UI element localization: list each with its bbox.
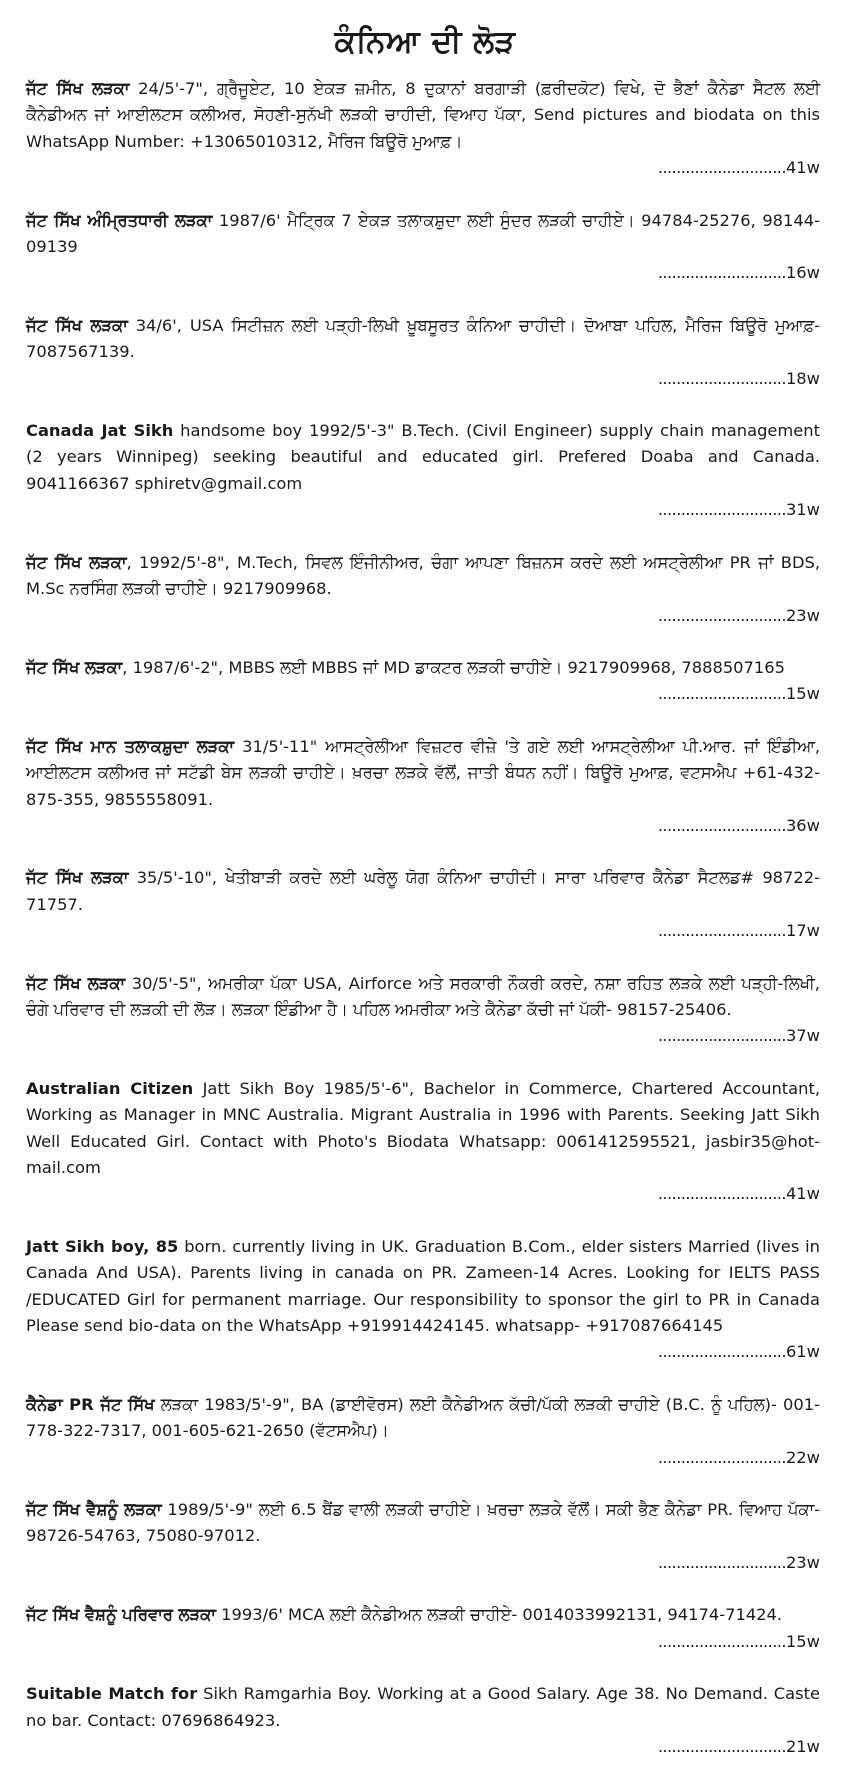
ad-footer — [26, 155, 820, 181]
ad-footer — [26, 260, 820, 286]
ad-word-code: 37w — [785, 1026, 820, 1046]
ad-word-code: 61w — [785, 1342, 820, 1362]
ad-lead: ਕੈਨੇਡਾ PR ਜੱਟ ਸਿੱਖ — [26, 1394, 155, 1414]
ad-lead: ਜੱਟ ਸਿੱਖ ਲੜਕਾ — [26, 868, 129, 888]
ad-word-code: 21w — [785, 1736, 820, 1756]
ad-footer — [26, 1629, 820, 1655]
classified-ad — [26, 313, 820, 392]
ad-footer — [26, 1339, 820, 1365]
ad-dots: ............................ — [657, 1026, 786, 1046]
ad-footer — [26, 603, 820, 629]
ad-footer — [26, 1550, 820, 1576]
ad-lead: ਜੱਟ ਸਿੱਖ ਵੈਸ਼ਨੂੰ ਲੜਕਾ — [26, 1500, 162, 1520]
ad-body: 1989/5'-9" ਲਈ 6.5 ਬੈਂਡ ਵਾਲੀ ਲੜਕੀ ਚਾਹੀਏ। ਖ਼ਰਚਾ ਲੜਕੇ ਵੱਲੋਂ। ਸਕੀ ਭੈਣ ਕੈਨੇਡਾ PR. ਵਿਆਹ ਪੱਕਾ- 98726-54763, 75080-97012. — [26, 1500, 821, 1546]
ad-footer — [26, 1023, 820, 1049]
page-title: ਕੰਨਿਆ ਦੀ ਲੋੜ — [334, 24, 516, 60]
ad-dots: ............................ — [657, 1631, 786, 1651]
ad-word-code: 15w — [785, 1631, 820, 1651]
ad-body: 30/5'-5", ਅਮਰੀਕਾ ਪੱਕਾ USA, Airforce ਅਤੇ ਸਰਕਾਰੀ ਨੌਕਰੀ ਕਰਦੇ, ਨਸ਼ਾ ਰਹਿਤ ਲੜਕੇ ਲਈ ਪੜ੍ਹੀ-ਲਿਖੀ, ਚੰਗੇ ਪਰਿਵਾਰ ਦੀ ਲੜਕੀ ਦੀ ਲੋੜ। ਲੜਕਾ ਇੰਡੀਆ ਹੈ। ਪਹਿਲ ਅਮਰੀਕਾ ਅਤੇ ਕੈਨੇਡਾ ਕੱਚੀ ਜਾਂ ਪੱਕੀ- 98157-25406. — [26, 973, 820, 1019]
ad-dots: ............................ — [657, 815, 786, 835]
ad-footer — [26, 1181, 820, 1207]
ad-dots: ............................ — [657, 158, 786, 178]
ad-dots: ............................ — [657, 605, 786, 625]
ad-dots: ............................ — [657, 500, 786, 520]
ad-word-code: 41w — [785, 1184, 820, 1204]
ad-footer — [26, 366, 820, 392]
classified-ad — [26, 655, 820, 708]
ad-body: ਲੜਕਾ 1983/5'-9", BA (ਡਾਈਵੋਰਸ) ਲਈ ਕੈਨੇਡੀਅਨ ਕੱਚੀ/ਪੱਕੀ ਲੜਕੀ ਚਾਹੀਏ (B.C. ਨੂੰ ਪਹਿਲ)- 001-778-322-7317, 001-605-621-2650 (ਵੱਟਸਐਪ)। — [26, 1394, 820, 1441]
ad-footer — [26, 1734, 820, 1760]
ad-lead: ਜੱਟ ਸਿੱਖ ਲੜਕਾ — [26, 657, 123, 677]
ad-lead: Canada Jat Sikh — [26, 421, 174, 441]
classified-ad — [26, 418, 820, 524]
classified-ad — [26, 1681, 820, 1760]
classified-ad — [26, 208, 820, 287]
ad-footer — [26, 813, 820, 839]
ad-body: , 1992/5'-8", M.Tech, ਸਿਵਲ ਇੰਜੀਨੀਅਰ, ਚੰਗਾ ਆਪਣਾ ਬਿਜ਼ਨਸ ਕਰਦੇ ਲਈ ਅਸਟ੍ਰੇਲੀਆ PR ਜਾਂ BDS, M.Sc ਨਰਸਿੰਗ ਲੜਕੀ ਚਾਹੀਏ। 9217909968. — [26, 552, 820, 599]
ad-word-code: 22w — [785, 1447, 820, 1467]
ad-body: 31/5'-11" ਆਸਟ੍ਰੇਲੀਆ ਵਿਜ਼ਟਰ ਵੀਜ਼ੇ 'ਤੇ ਗਏ ਲਈ ਆਸਟ੍ਰੇਲੀਆ ਪੀ.ਆਰ. ਜਾਂ ਇੰਡੀਆ, ਆਈਲਟਸ ਕਲੀਅਰ ਜਾਂ ਸਟੱਡੀ ਬੇਸ ਲੜਕੀ ਚਾਹੀਏ। ਖ਼ਰਚਾ ਲੜਕੇ ਵੱਲੋਂ, ਜਾਤੀ ਬੰਧਨ ਨਹੀਂ। ਬਿਊਰੋ ਮੁਆਫ਼, ਵਟਸਐਪ +61-432-875-355, 9855558091. — [26, 736, 820, 809]
ad-word-code: 23w — [785, 1552, 820, 1572]
ad-word-code: 23w — [785, 605, 820, 625]
ad-lead: Australian Citizen — [26, 1078, 194, 1098]
ad-word-code: 41w — [785, 158, 820, 178]
ad-body: Jatt Sikh Boy 1985/5'-6", Bachelor in Commerce, Chartered Accountant, Working as Manager in MNC Australia. Migrant Australia in 1996 with Parents. Seeking Jatt Sikh Well Educated Girl. Contact with Photo's Biodata Whatsapp: 0061412595521, jasbir35@hot-mail.com — [26, 1078, 820, 1177]
ad-dots: ............................ — [657, 684, 786, 704]
ad-dots: ............................ — [657, 368, 786, 388]
classified-ad — [26, 971, 820, 1050]
classified-ad — [26, 1602, 820, 1655]
ad-word-code: 16w — [785, 263, 820, 283]
ad-dots: ............................ — [657, 1342, 786, 1362]
classified-ad — [26, 734, 820, 840]
ad-lead: Jatt Sikh boy, 85 — [26, 1236, 179, 1256]
ad-footer — [26, 681, 820, 707]
classified-ad — [26, 76, 820, 182]
ad-lead: ਜੱਟ ਸਿੱਖ ਲੜਕਾ — [26, 552, 127, 572]
ad-body: 24/5'-7", ਗ੍ਰੈਜੂਏਟ, 10 ਏਕੜ ਜ਼ਮੀਨ, 8 ਦੁਕਾਨਾਂ ਬਰਗਾੜੀ (ਫ਼ਰੀਦਕੋਟ) ਵਿਖੇ, ਦੋ ਭੈਣਾਂ ਕੈਨੇਡਾ ਸੈਟਲ ਲਈ ਕੈਨੇਡੀਅਨ ਜਾਂ ਆਈਲਟਸ ਕਲੀਅਰ, ਸੋਹਣੀ-ਸੁਨੱਖੀ ਲੜਕੀ ਚਾਹੀਦੀ, ਵਿਆਹ ਪੱਕਾ, Send pictures and biodata on this WhatsApp Number: +13065010312, ਮੈਰਿਜ ਬਿਊਰੋ ਮੁਆਫ਼। — [26, 79, 820, 151]
ad-body: 1993/6' MCA ਲਈ ਕੈਨੇਡੀਅਨ ਲੜਕੀ ਚਾਹੀਏ- 0014033992131, 94174-71424. — [215, 1605, 783, 1625]
ad-word-code: 36w — [785, 815, 820, 835]
classified-ad — [26, 1497, 820, 1576]
ad-body: , 1987/6'-2", MBBS ਲਈ MBBS ਜਾਂ MD ਡਾਕਟਰ ਲੜਕੀ ਚਾਹੀਏ। 9217909968, 7888507165 — [122, 657, 785, 677]
ad-word-code: 17w — [785, 921, 820, 941]
ad-lead: ਜੱਟ ਸਿੱਖ ਵੈਸ਼ਨੂੰ ਪਰਿਵਾਰ ਲੜਕਾ — [26, 1605, 216, 1625]
ad-body: 34/6', USA ਸਿਟੀਜ਼ਨ ਲਈ ਪੜ੍ਹੀ-ਲਿਖੀ ਖ਼ੂਬਸੂਰਤ ਕੰਨਿਆ ਚਾਹੀਦੀ। ਦੋਆਬਾ ਪਹਿਲ, ਮੈਰਿਜ ਬਿਊਰੋ ਮੁਆਫ਼- 7087567139. — [26, 315, 821, 362]
classified-ads-list — [26, 76, 820, 1786]
ad-lead: ਜੱਟ ਸਿੱਖ ਲੜਕਾ — [26, 973, 126, 993]
ad-lead: Suitable Match for — [26, 1684, 198, 1704]
ad-footer — [26, 1445, 820, 1471]
ad-lead: ਜੱਟ ਸਿੱਖ ਮਾਨ ਤਲਾਕਸ਼ੁਦਾ ਲੜਕਾ — [26, 736, 235, 756]
ad-dots: ............................ — [657, 1447, 786, 1467]
ad-dots: ............................ — [657, 1736, 786, 1756]
ad-dots: ............................ — [657, 921, 786, 941]
ad-word-code: 31w — [785, 500, 820, 520]
ad-lead: ਜੱਟ ਸਿੱਖ ਲੜਕਾ — [26, 315, 128, 335]
ad-body: Sikh Ramgarhia Boy. Working at a Good Salary. Age 38. No Demand. Caste no bar. Contact: 07696864923. — [26, 1684, 820, 1730]
ad-footer — [26, 497, 820, 523]
classified-ad — [26, 865, 820, 944]
ad-lead: ਜੱਟ ਸਿੱਖ ਲੜਕਾ — [26, 79, 130, 98]
classified-ad — [26, 1076, 820, 1208]
ad-dots: ............................ — [657, 1184, 786, 1204]
ad-word-code: 15w — [785, 684, 820, 704]
ad-body: born. currently living in UK. Graduation B.Com., elder sisters Married (lives in Canada And USA). Parents living in canada on PR. Zameen-14 Acres. Looking for IELTS PASS /EDUCATED Girl for permanent marriage. Our responsibility to sponsor the girl to PR in Canada Please send bio-data on the WhatsApp +919914424145. whatsapp- +917087664145 — [26, 1236, 820, 1336]
ad-body: 35/5'-10", ਖੇਤੀਬਾੜੀ ਕਰਦੇ ਲਈ ਘਰੇਲੂ ਯੋਗ ਕੰਨਿਆ ਚਾਹੀਦੀ। ਸਾਰਾ ਪਰਿਵਾਰ ਕੈਨੇਡਾ ਸੈਟਲਡ# 98722-71757. — [26, 868, 820, 914]
ad-dots: ............................ — [657, 263, 786, 283]
ad-lead: ਜੱਟ ਸਿੱਖ ਅੰਮ੍ਰਿਤਧਾਰੀ ਲੜਕਾ — [26, 210, 213, 230]
classified-ad — [26, 550, 820, 629]
ad-dots: ............................ — [657, 1552, 786, 1572]
ad-body: handsome boy 1992/5'-3" B.Tech. (Civil Engineer) supply chain management (2 years Winnipeg) seeking beautiful and educated girl. Prefered Doaba and Canada. 9041166367 sphiretv@gmail.com — [26, 421, 820, 493]
ad-footer — [26, 918, 820, 944]
classified-ad — [26, 1392, 820, 1471]
ad-word-code: 18w — [785, 368, 820, 388]
ad-body: 1987/6' ਮੈਟ੍ਰਿਕ 7 ਏਕੜ ਤਲਾਕਸ਼ੁਦਾ ਲਈ ਸੁੰਦਰ ਲੜਕੀ ਚਾਹੀਏ। 94784-25276, 98144-09139 — [26, 210, 820, 257]
classified-ad — [26, 1234, 820, 1366]
